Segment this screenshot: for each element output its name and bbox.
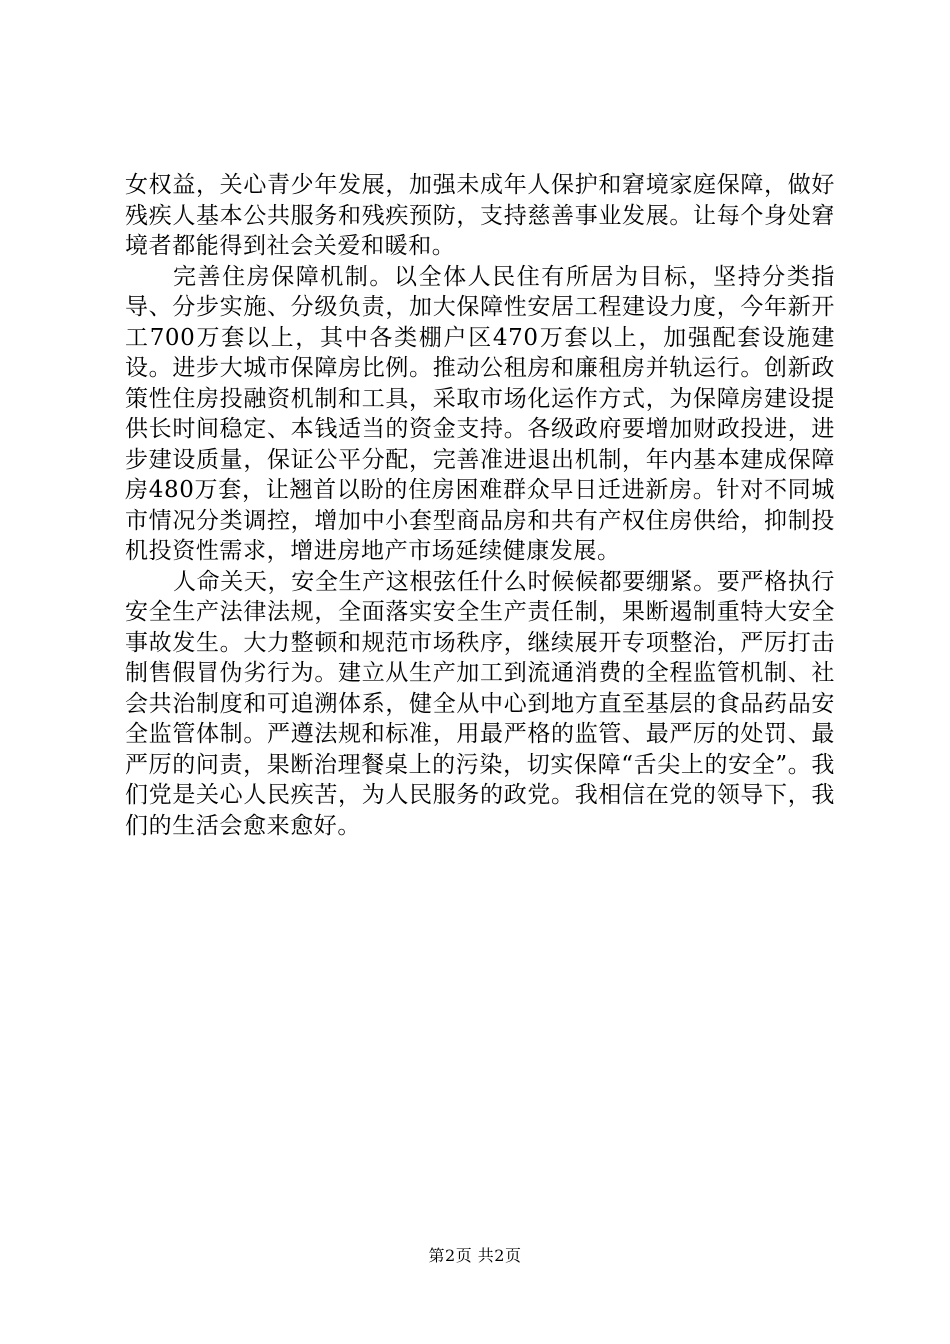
document-body — [125, 170, 835, 841]
paragraph-safety: 人命关天，安全生产这根弦任什么时候候都要绷紧。要严格执行安全生产法律法规，全面落实安全生产责任制，果断遏制重特大安全事故发生。大力整顿和规范市场秩序，继续展开专项整治，严厉打击制售假冒伪劣行为。建立从生产加工到流通消费的全程监管机制、社会共治制度和可追溯体系，健全从中心到地方直至基层的食品药品安全监管体制。严遵法规和标准，用最严格的监管、最严厉的处罚、最严厉的问责，果断治理餐桌上的污染，切实保障“舌尖上的安全”。我们党是关心人民疾苦，为人民服务的政党。我相信在党的领导下，我们的生活会愈来愈好。 — [125, 568, 835, 839]
paragraph-continuation: 女权益，关心青少年发展，加强未成年人保护和窘境家庭保障，做好残疾人基本公共服务和残疾预防，支持慈善事业发展。让每个身处窘境者都能得到社会关爱和暖和。 — [125, 172, 835, 259]
paragraph-housing: 完善住房保障机制。以全体人民住有所居为目标，坚持分类指导、分步实施、分级负责，加大保障性安居工程建设力度，今年新开工700万套以上，其中各类棚户区470万套以上，加强配套设施建设。进步大城市保障房比例。推动公租房和廉租房并轨运行。创新政策性住房投融资机制和工具，采取市场化运作方式，为保障房建设提供长时间稳定、本钱适当的资金支持。各级政府要增加财政投进，进步建设质量，保证公平分配，完善准进退出机制，年内基本建成保障房480万套，让翘首以盼的住房困难群众早日迁进新房。针对不同城市情况分类调控，增加中小套型商品房和共有产权住房供给，抑制投机投资性需求，增进房地产市场延续健康发展。 — [125, 263, 835, 564]
page-number-footer: 第2页 共2页 — [428, 1246, 522, 1265]
